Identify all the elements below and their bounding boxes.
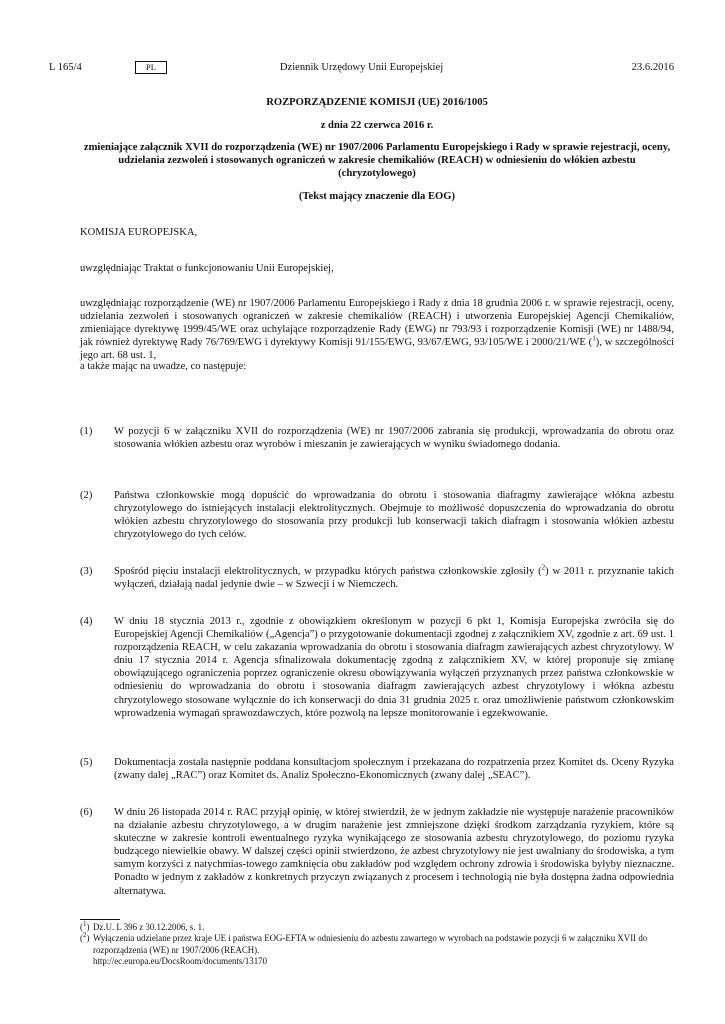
- citation-reach-text: uwzględniając rozporządzenie (WE) nr 1907/2006 Parlamentu Europejskiego i Rady z dnia 18 grudnia 2006 r. w sprawie rejestracji, oceny, udzielania zezwoleń i stosowanych ograniczeń w zakresie chemikaliów (REACH) i utworzenia Europejskiej Agencji Chemikaliów, zmieniające dyrektywę 1999/45/WE oraz uchylające rozporządzenie Rady (EWG) nr 793/93 i rozporządzenie Komisji (WE) nr 1488/94, jak również dyrektywę Rady 76/769/EWG i dyrektywy Komisji 91/155/EWG, 93/67/EWG, 93/105/WE i 2000/21/WE (: [80, 298, 674, 349]
- recital-number: (5): [80, 757, 93, 768]
- regulation-date: z dnia 22 czerwca 2016 r.: [320, 120, 434, 131]
- footnote-ref-2[interactable]: 2: [541, 563, 546, 572]
- citation-reach: [80, 297, 674, 362]
- recital-1: [80, 425, 674, 451]
- recital-text-part: Spośród pięciu instalacji elektrolitycznych, w przypadku których państwa członkowskie zgłosiły (: [114, 566, 542, 577]
- recital-number: (4): [80, 616, 93, 627]
- page-number: L 165/4: [49, 62, 82, 73]
- recital-text: W dniu 26 listopada 2014 r. RAC przyjął opinię, w której stwierdził, że w jednym zakładzie nie występuje narażenie pracowników na działanie azbestu chryzotylowego, a w drugim narażenie jest zmniejszone dzięki środkom zarządzania ryzykiem, które są skuteczne w zakresie kontroli ewentualnego ryzyka wynikającego ze stosowania azbestu chryzotylowego, do poziomu ryzyka budzącego niewielkie obawy. W dalszej części opinii stwierdzono, że azbest chryzotylowy nie jest uwalniany do środowiska, a tym samym korzyści z natychmias-towego zamknięcia obu zakładów pod względem ochrony zdrowia i środowiska byłyby nieznaczne. Ponadto w jednym z zakładów z konkretnych przyczyn związanych z procesem i technologią nie była dostępna żadna odpowiednia alternatywa.: [114, 807, 674, 897]
- recital-text: W dniu 18 stycznia 2013 r., zgodnie z obowiązkiem określonym w pozycji 6 pkt 1, Komisja Europejska zwróciła się do Europejskiej Agencji Chemikaliów („Agencja”) o przygotowanie dokumentacji zgodnej z załącznikiem XV, zgodnie z art. 69 ust. 1 rozporządzenia REACH, w celu zakazania wprowadzania do obrotu i stosowania diafragm zawierających azbest chryzotylowy. W dniu 17 stycznia 2014 r. Agencja sfinalizowała dokumentację zgodną z załącznikiem XV, w której proponuje się zmianę obowiązującego ograniczenia poprzez ograniczenie okresu obowiązywania wyłączeń przyznanych przez państwa członkowskie w odniesieniu do wprowadzania do obrotu i stosowania diafragm zawierających azbest chryzotylowy i włókna azbestu chryzotylowego stosowane wyłącznie do ich konserwacji do dnia 31 grudnia 2025 r. oraz umożliwienie państwom członkowskim wprowadzenia wymagań sprawozdawczych, które pozwolą na lepsze monitorowanie i egzekwowanie.: [114, 616, 674, 719]
- recital-text: [114, 565, 674, 591]
- footnote-ref-1[interactable]: 1: [592, 334, 596, 343]
- eea-relevance: (Tekst mający znaczenie dla EOG): [298, 191, 456, 202]
- journal-title: Dziennik Urzędowy Unii Europejskiej: [279, 62, 444, 73]
- recital-text: Państwa członkowskie mogą dopuścić do wprowadzania do obrotu i stosowania diafragmy zawierające włókna azbestu chryzotylowego do istniejących instalacji elektrolitycznych. Obejmuje to możliwość dopuszczenia do wprowadzania do obrotu włókien azbestu chryzotylowego do stosowania przy produkcji lub konserwacji takich diafragm i stosowania włókien azbestu chryzotylowego do tych celów.: [114, 490, 674, 541]
- recital-2: [80, 489, 674, 541]
- whereas-intro: a także mając na uwadze, co następuje:: [80, 361, 247, 372]
- citation-reach-tail: ), w szczególności jego art. 68 ust. 1,: [80, 337, 674, 362]
- recital-4: [80, 615, 674, 720]
- footnote-1: [80, 922, 674, 933]
- footnotes: [80, 922, 674, 968]
- recital-3: [80, 565, 674, 591]
- recital-6: [80, 806, 674, 898]
- issuing-body: KOMISJA EUROPEJSKA,: [80, 227, 198, 238]
- language-badge: PL: [135, 61, 167, 74]
- footnote-marker: ($^1$): [80, 920, 90, 932]
- recital-number: (3): [80, 566, 93, 577]
- publication-date: 23.6.2016: [631, 62, 674, 73]
- recital-5: [80, 756, 674, 782]
- recital-number: (1): [80, 426, 93, 437]
- page-header: [49, 61, 674, 75]
- recital-text: Dokumentacja została następnie poddana konsultacjom społecznym i przekazana do rozpatrzenia przez Komitet ds. Oceny Ryzyka (zwany dalej „RAC”) oraz Komitet ds. Analiz Społeczno-Ekonomicznych (zwany dalej „SEAC”).: [114, 757, 674, 782]
- recital-number: (2): [80, 490, 93, 501]
- footnote-2: [80, 933, 674, 967]
- regulation-subject: zmieniające załącznik XVII do rozporządzenia (WE) nr 1907/2006 Parlamentu Europejskiego i Rady w sprawie rejestracji, oceny, udzielania zezwoleń i stosowanych ograniczeń w zakresie chemikaliów (REACH) w odniesieniu do włókien azbestu (chryzotylowego): [83, 142, 671, 180]
- regulation-title: ROZPORZĄDZENIE KOMISJI (UE) 2016/1005: [266, 97, 488, 108]
- footnote-marker: ($^2$): [80, 931, 90, 944]
- footnote-link[interactable]: http://ec.europa.eu/DocsRoom/documents/13170: [93, 956, 268, 967]
- recital-number: (6): [80, 807, 93, 818]
- recital-text: W pozycji 6 w załączniku XVII do rozporządzenia (WE) nr 1907/2006 zabrania się produkcji, wprowadzania do obrotu oraz stosowania włókien azbestu oraz wyrobów i mieszanin je zawierających w wyniku świadomego dodania.: [114, 426, 674, 451]
- footnote-text: Dz.U. L 396 z 30.12.2006, s. 1.: [93, 922, 205, 932]
- footnote-text: Wyłączenia udzielane przez kraje UE i państwa EOG-EFTA w odniesieniu do azbestu zawartego w wyrobach na podstawie pozycji 6 w załączniku XVII do rozporządzenia (WE) nr 1907/2006 (REACH).: [93, 933, 648, 955]
- recital-text-tail: ) w 2011 r. przyznanie takich wyłączeń, działają nadal jedynie dwie – w Szwecji i w Niemczech.: [114, 566, 674, 591]
- citation-treaty: uwzględniając Traktat o funkcjonowaniu Unii Europejskiej,: [80, 263, 334, 274]
